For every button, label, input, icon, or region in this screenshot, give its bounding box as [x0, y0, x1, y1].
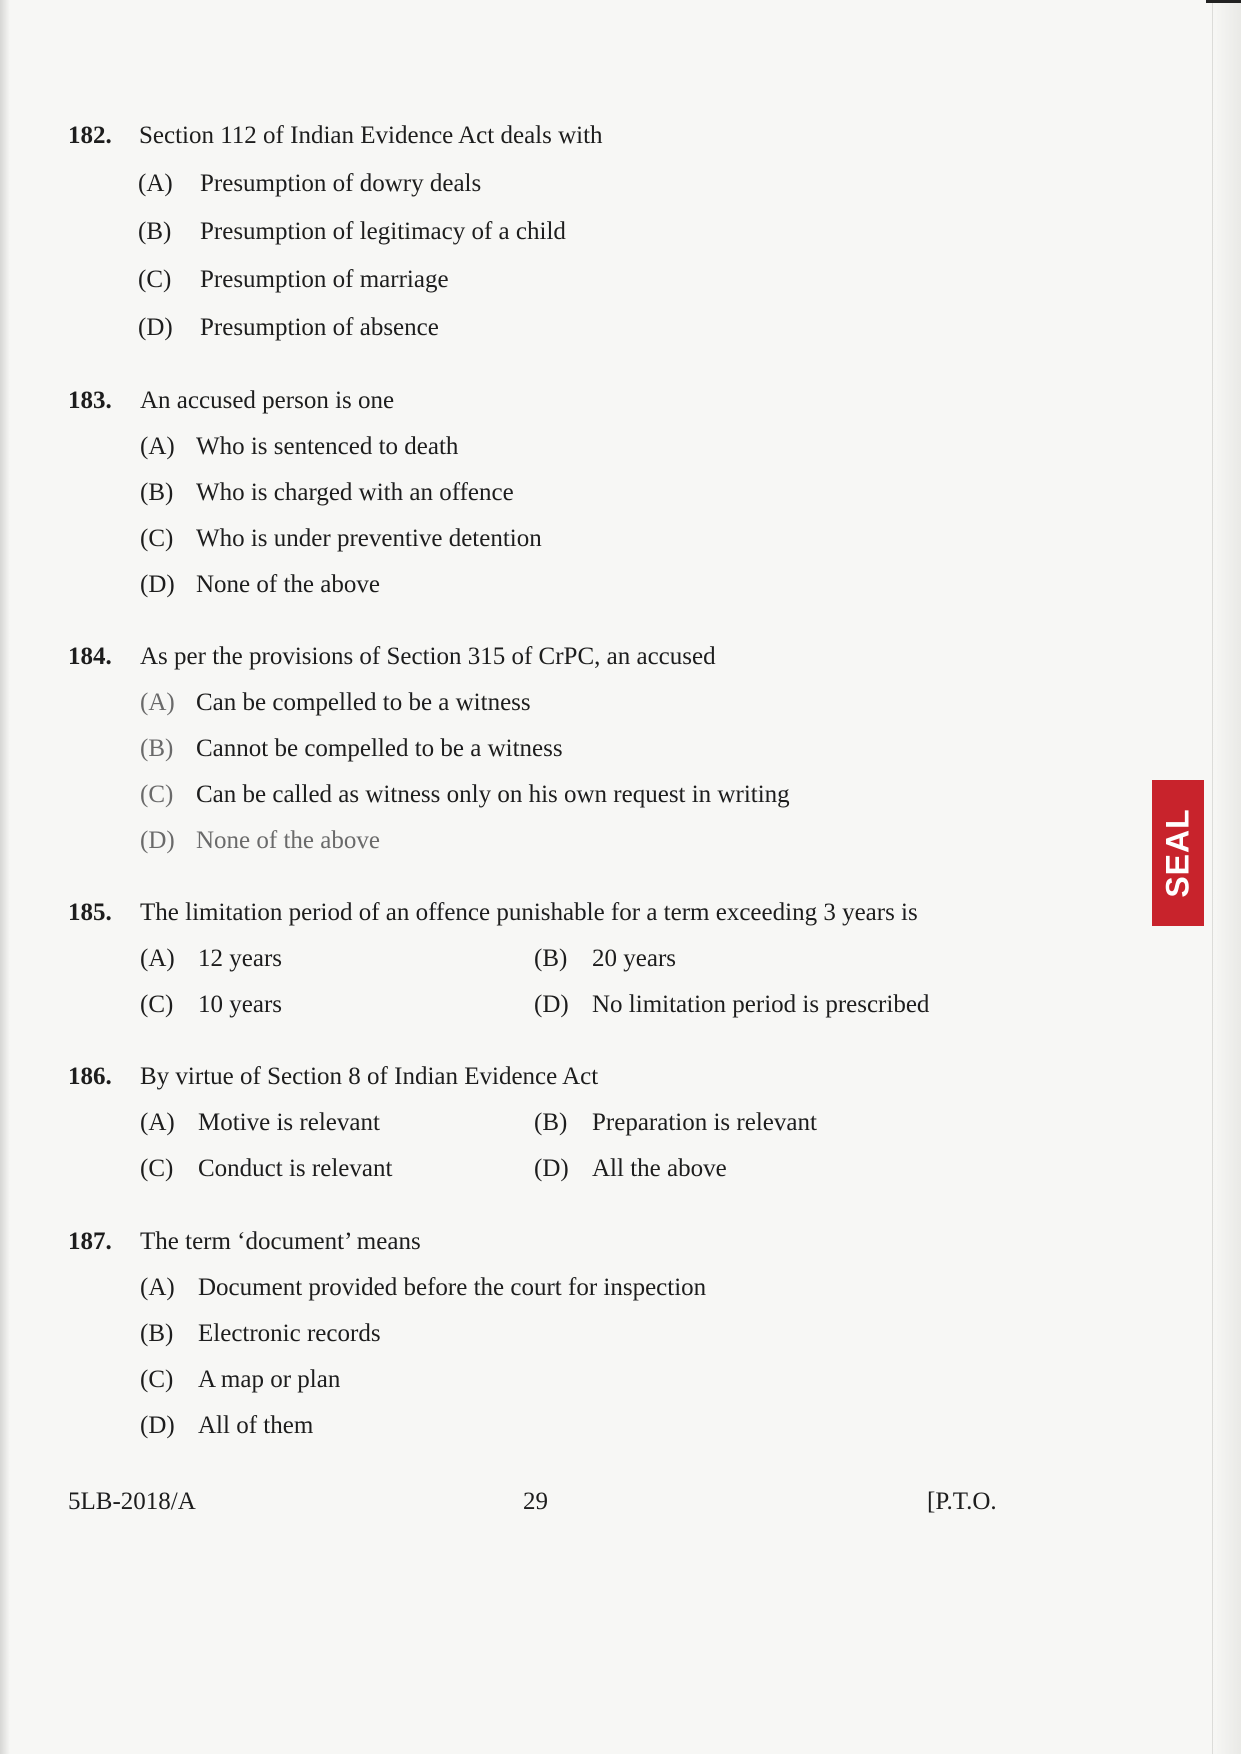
option-letter: (A): [140, 1274, 175, 1301]
option-letter: (C): [140, 991, 174, 1018]
option-text: 20 years: [592, 945, 676, 972]
option-d: [140, 570, 380, 600]
option-text: No limitation period is prescribed: [592, 991, 930, 1018]
option-d: [140, 1411, 313, 1441]
option-text: All of them: [198, 1412, 314, 1439]
option-a: [140, 432, 458, 462]
option-letter: (C): [140, 781, 174, 808]
option-a: [140, 688, 531, 718]
corner-mark: [1206, 0, 1241, 3]
option-letter: (D): [140, 571, 175, 598]
option-text: Document provided before the court for inspection: [198, 1274, 707, 1301]
option-letter: (B): [140, 479, 174, 506]
option-b: [140, 1319, 381, 1349]
option-text: Who is under preventive detention: [196, 525, 542, 552]
option-text: 12 years: [198, 945, 282, 972]
option-d: [140, 826, 380, 856]
question-number: 187.: [68, 1228, 112, 1255]
page-right-edge: [1212, 0, 1241, 1754]
option-letter: (D): [140, 1412, 175, 1439]
option-letter: (C): [140, 1155, 174, 1182]
option-text: Can be called as witness only on his own request in writing: [196, 781, 790, 808]
page-edge-shadow: [0, 0, 10, 1754]
question-number: 186.: [68, 1063, 112, 1090]
option-letter: (D): [140, 827, 175, 854]
pto-label: [P.T.O.: [927, 1488, 997, 1515]
question-text: By virtue of Section 8 of Indian Evidence Act: [140, 1063, 599, 1090]
question-number: 183.: [68, 387, 112, 414]
option-c: [140, 1365, 340, 1395]
option-letter: (C): [138, 266, 172, 293]
option-letter: (D): [534, 1155, 569, 1182]
question-text: Section 112 of Indian Evidence Act deals with: [139, 122, 603, 149]
option-text: Electronic records: [198, 1320, 381, 1347]
option-b: [138, 217, 566, 247]
option-text: Can be compelled to be a witness: [196, 689, 531, 716]
option-letter: (B): [140, 735, 174, 762]
option-letter: (A): [140, 433, 175, 460]
option-letter: (B): [138, 218, 172, 245]
question-number: 185.: [68, 899, 112, 926]
option-text: All the above: [592, 1155, 727, 1182]
option-letter: (C): [140, 525, 174, 552]
page-number: 29: [523, 1488, 548, 1515]
option-a: [140, 944, 282, 974]
exam-code: 5LB-2018/A: [68, 1488, 196, 1515]
option-d: [138, 313, 439, 343]
option-text: Presumption of legitimacy of a child: [200, 218, 566, 245]
option-letter: (A): [140, 1109, 175, 1136]
option-text: Who is charged with an offence: [196, 479, 514, 506]
option-letter: (B): [534, 1109, 568, 1136]
option-text: Motive is relevant: [198, 1109, 380, 1136]
option-letter: (A): [138, 170, 173, 197]
option-text: 10 years: [198, 991, 282, 1018]
question-text: The term ‘document’ means: [140, 1228, 421, 1255]
option-letter: (C): [140, 1366, 174, 1393]
option-a: [140, 1273, 706, 1303]
option-a: [140, 1108, 380, 1138]
option-b: [140, 734, 563, 764]
option-c: [140, 990, 282, 1020]
question-number: 182.: [68, 122, 112, 149]
option-letter: (A): [140, 945, 175, 972]
option-text: Cannot be compelled to be a witness: [196, 735, 563, 762]
option-text: Presumption of absence: [200, 314, 439, 341]
option-a: [138, 169, 481, 199]
option-b: [534, 1108, 817, 1138]
option-c: [140, 1154, 392, 1184]
option-text: Preparation is relevant: [592, 1109, 817, 1136]
option-letter: (B): [534, 945, 568, 972]
option-d: [534, 990, 929, 1020]
option-text: None of the above: [196, 827, 380, 854]
option-d: [534, 1154, 727, 1184]
option-letter: (A): [140, 689, 175, 716]
option-text: None of the above: [196, 571, 380, 598]
option-c: [138, 265, 449, 295]
question-text: An accused person is one: [140, 387, 395, 414]
option-text: Who is sentenced to death: [196, 433, 459, 460]
option-text: Presumption of marriage: [200, 266, 449, 293]
question-text: As per the provisions of Section 315 of CrPC, an accused: [140, 643, 716, 670]
seal-label: SEAL: [1159, 808, 1196, 898]
option-c: [140, 780, 790, 810]
seal-tab: [1152, 780, 1204, 926]
option-letter: (D): [138, 314, 173, 341]
option-letter: (D): [534, 991, 569, 1018]
option-letter: (B): [140, 1320, 174, 1347]
option-b: [140, 478, 514, 508]
question-text: The limitation period of an offence punishable for a term exceeding 3 years is: [140, 899, 918, 926]
option-text: Presumption of dowry deals: [200, 170, 482, 197]
option-text: Conduct is relevant: [198, 1155, 393, 1182]
option-text: A map or plan: [198, 1366, 341, 1393]
question-number: 184.: [68, 643, 112, 670]
option-c: [140, 524, 542, 554]
option-b: [534, 944, 676, 974]
